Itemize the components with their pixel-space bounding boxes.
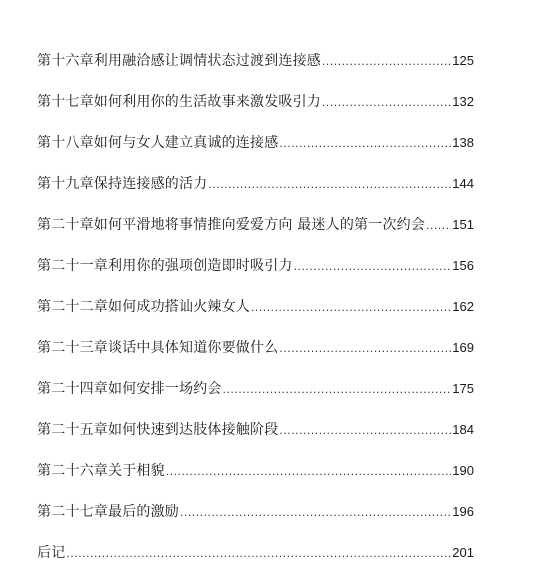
- toc-page-number: 151: [452, 217, 474, 232]
- toc-page-number: 175: [452, 381, 474, 396]
- toc-entry-ch26[interactable]: [37, 439, 474, 480]
- toc-entry-title: 第十七章如何利用你的生活故事来激发吸引力: [37, 94, 321, 110]
- toc-entry-title: 第二十七章最后的激励: [37, 504, 179, 520]
- toc-page-number: 138: [452, 135, 474, 150]
- toc-entry-ch25[interactable]: [37, 398, 474, 439]
- toc-dot-leader: [180, 503, 451, 521]
- toc-entry-ch24[interactable]: [37, 357, 474, 398]
- toc-entry-ch19[interactable]: [37, 152, 474, 193]
- toc-dot-leader: [208, 175, 451, 193]
- toc-dot-leader: [279, 421, 451, 439]
- toc-entry-title: 第二十三章谈话中具体知道你要做什么: [37, 340, 279, 356]
- toc-page-number: 144: [452, 176, 474, 191]
- toc-dot-leader: [166, 462, 451, 480]
- toc-dot-leader: [223, 380, 452, 398]
- toc-entry-title: 第十八章如何与女人建立真诚的连接感: [37, 135, 279, 151]
- toc-entry-title: 第十六章利用融洽感让调情状态过渡到连接感: [37, 53, 321, 69]
- toc-page-number: 169: [452, 340, 474, 355]
- toc-entry-ch22[interactable]: [37, 275, 474, 316]
- toc-entry-title: 第二十六章关于相貌: [37, 463, 165, 479]
- toc-entry-title: 后记: [37, 545, 66, 561]
- toc-entry-title: 第二十二章如何成功搭讪火辣女人: [37, 299, 250, 315]
- toc-dot-leader: [426, 216, 451, 234]
- toc-dot-leader: [279, 339, 451, 357]
- toc-entry-title: 第十九章保持连接感的活力: [37, 176, 208, 192]
- toc-page-number: 201: [452, 545, 474, 560]
- toc-page-number: 196: [452, 504, 474, 519]
- toc-entry-title: 第二十四章如何安排一场约会: [37, 381, 222, 397]
- toc-page-number: 156: [452, 258, 474, 273]
- toc-entry-ch21[interactable]: [37, 234, 474, 275]
- toc-dot-leader: [322, 52, 451, 70]
- toc-dot-leader: [322, 93, 451, 111]
- toc-dot-leader: [251, 298, 451, 316]
- toc-entry-title: 第二十五章如何快速到达肢体接触阶段: [37, 422, 279, 438]
- toc-page-number: 125: [452, 53, 474, 68]
- toc-entry-title: 第二十一章利用你的强项创造即时吸引力: [37, 258, 293, 274]
- toc-entry-ch18[interactable]: [37, 111, 474, 152]
- toc-entry-ch16[interactable]: [37, 29, 474, 70]
- toc-page-number: 184: [452, 422, 474, 437]
- toc-entry-ch23[interactable]: [37, 316, 474, 357]
- toc-dot-leader: [66, 544, 451, 562]
- toc-entry-ch20[interactable]: [37, 193, 474, 234]
- toc-entry-ch27[interactable]: [37, 480, 474, 521]
- table-of-contents: [37, 29, 474, 562]
- toc-page-number: 190: [452, 463, 474, 478]
- toc-entry-afterword[interactable]: [37, 521, 474, 562]
- toc-dot-leader: [294, 257, 452, 275]
- toc-entry-title: 第二十章如何平滑地将事情推向爱爱方向 最迷人的第一次约会: [37, 217, 426, 233]
- toc-entry-ch17[interactable]: [37, 70, 474, 111]
- toc-dot-leader: [279, 134, 451, 152]
- toc-page-number: 162: [452, 299, 474, 314]
- toc-page-number: 132: [452, 94, 474, 109]
